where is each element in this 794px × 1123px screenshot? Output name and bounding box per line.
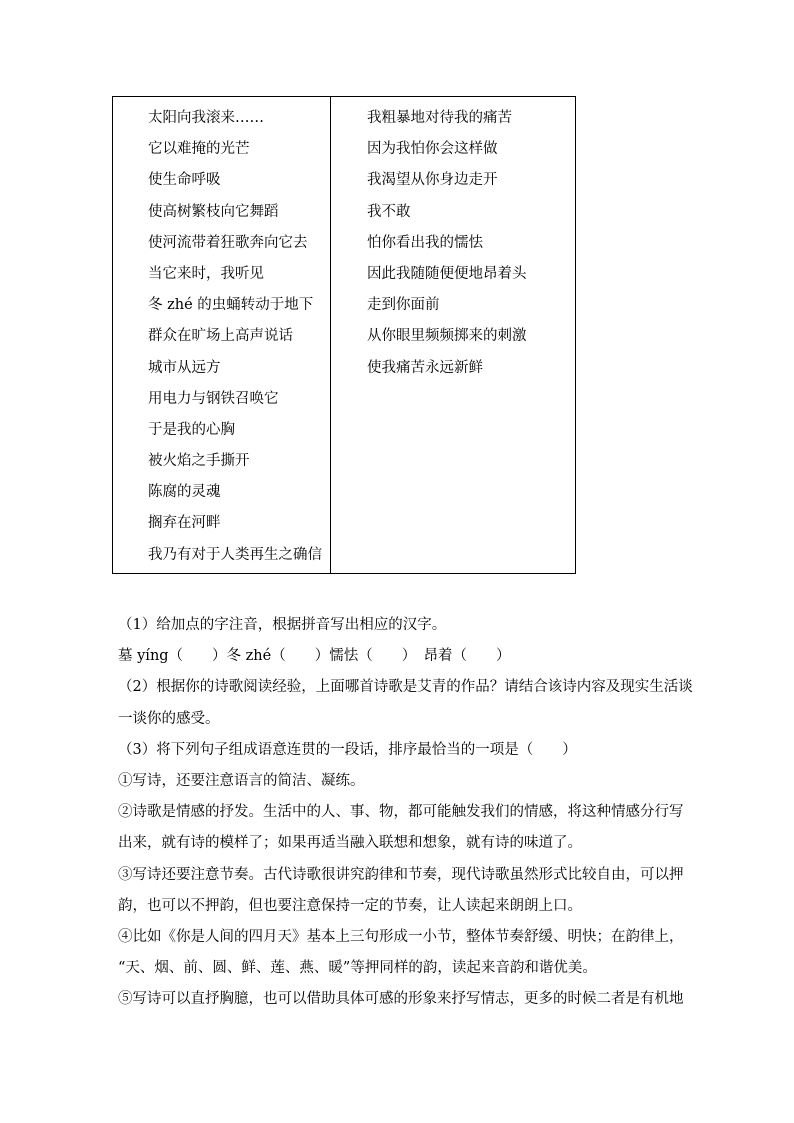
sentence-2: ②诗歌是情感的抒发。生活中的人、事、物，都可能触发我们的情感，将这种情感分行写 xyxy=(118,804,684,821)
question-2-prompt: （2）根据你的诗歌阅读经验，上面哪首诗歌是艾青的作品？请结合该诗内容及现实生活谈 xyxy=(118,679,693,696)
sentence-4-cont: “天、烟、前、圆、鲜、莲、燕、暖”等押同样的韵，读起来音韵和谐优美。 xyxy=(118,960,597,977)
sentence-4: ④比如《你是人间的四月天》基本上三句形成一小节，整体节奏舒缓、明快；在韵律上， xyxy=(118,928,684,945)
poem-line: 我不敢 xyxy=(367,203,411,220)
poem-line: 怕你看出我的懦怯 xyxy=(367,234,483,251)
poem-line: 它以难掩的光芒 xyxy=(148,141,250,158)
sentence-5: ⑤写诗可以直抒胸臆，也可以借助具体可感的形象来抒写情志，更多的时候二者是有机地 xyxy=(118,991,684,1008)
poem-line: 使高树繁枝向它舞蹈 xyxy=(148,203,279,220)
poem-line: 因此我随随便便地昂着头 xyxy=(367,265,527,282)
poem-line: 我粗暴地对待我的痛苦 xyxy=(367,110,512,126)
poem-line: 使我痛苦永远新鲜 xyxy=(367,359,483,376)
poem-column-left xyxy=(113,97,331,573)
poem-line: 冬 zhé 的虫蛹转动于地下 xyxy=(148,297,314,314)
poem-line: 当它来时，我听见 xyxy=(148,265,264,282)
sentence-3: ③写诗还要注意节奏。古代诗歌很讲究韵律和节奏，现代诗歌虽然形式比较自由，可以押 xyxy=(118,866,684,883)
poem-line: 使生命呼吸 xyxy=(148,172,221,189)
poem-line: 用电力与钢铁召唤它 xyxy=(148,390,279,407)
poem-line: 走到你面前 xyxy=(367,297,440,314)
sentence-2-cont: 出来，就有诗的模样了；如果再适当融入联想和想象，就有诗的味道了。 xyxy=(118,835,582,852)
poem-line: 太阳向我滚来…… xyxy=(148,110,264,126)
poem-line: 陈腐的灵魂 xyxy=(148,484,221,501)
question-1-blanks: 墓 yíng（ ）冬 zhé（ ）懦怯（ ） 昂着（ ） xyxy=(118,648,511,665)
poem-column-right xyxy=(331,97,575,573)
poem-line: 搁弃在河畔 xyxy=(148,515,221,532)
poem-line: 使河流带着狂歌奔向它去 xyxy=(148,234,308,251)
poem-line: 群众在旷场上高声说话 xyxy=(148,328,293,345)
poem-table xyxy=(112,96,576,574)
question-3-prompt: （3）将下列句子组成语意连贯的一段话，排序最恰当的一项是（ ） xyxy=(118,741,577,758)
poem-line: 于是我的心胸 xyxy=(148,421,235,438)
poem-line: 被火焰之手撕开 xyxy=(148,453,250,470)
question-2-prompt-cont: 一谈你的感受。 xyxy=(118,710,220,727)
poem-line: 我乃有对于人类再生之确信 xyxy=(148,546,322,563)
poem-line: 从你眼里频频掷来的刺激 xyxy=(367,328,527,345)
poem-line: 城市从远方 xyxy=(148,359,221,376)
sentence-3-cont: 韵，也可以不押韵，但也要注意保持一定的节奏，让人读起来朗朗上口。 xyxy=(118,897,582,914)
sentence-1: ①写诗，还要注意语言的简洁、凝练。 xyxy=(118,772,365,789)
question-section xyxy=(118,610,693,1015)
poem-line: 因为我怕你会这样做 xyxy=(367,141,498,158)
question-1-prompt: （1）给加点的字注音，根据拼音写出相应的汉字。 xyxy=(118,617,447,633)
poem-line: 我渴望从你身边走开 xyxy=(367,172,498,189)
